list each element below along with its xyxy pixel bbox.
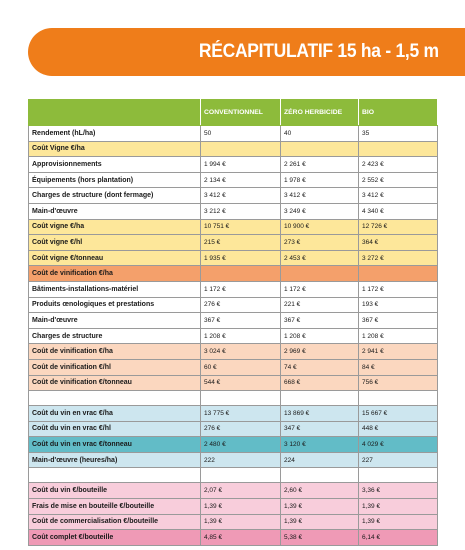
value-zero-herbicide: 221 € <box>281 297 359 313</box>
value-bio: 1,39 € <box>359 514 438 530</box>
table-row <box>29 375 438 391</box>
value-conventionnel <box>201 141 281 157</box>
row-label: Équipements (hors plantation) <box>29 172 201 188</box>
value-bio: 35 <box>359 126 438 142</box>
row-label: Coût de vinification €/hl <box>29 359 201 375</box>
value-bio: 2 423 € <box>359 157 438 173</box>
table-row <box>29 437 438 453</box>
row-label: Rendement (hL/ha) <box>29 126 201 142</box>
value-zero-herbicide <box>281 468 359 483</box>
table-row <box>29 157 438 173</box>
table-row <box>29 188 438 204</box>
row-label: Coût du vin en vrac €/ha <box>29 406 201 422</box>
table-row <box>29 514 438 530</box>
value-conventionnel: 3 212 € <box>201 203 281 219</box>
table-row <box>29 250 438 266</box>
value-zero-herbicide: 1,39 € <box>281 499 359 515</box>
value-bio: 2 941 € <box>359 344 438 360</box>
value-conventionnel: 60 € <box>201 359 281 375</box>
row-label: Coût Vigne €/ha <box>29 141 201 157</box>
value-zero-herbicide: 347 € <box>281 421 359 437</box>
value-conventionnel: 1,39 € <box>201 514 281 530</box>
value-conventionnel: 2 134 € <box>201 172 281 188</box>
row-label <box>29 391 201 406</box>
table-row <box>29 297 438 313</box>
value-conventionnel: 2,07 € <box>201 483 281 499</box>
value-conventionnel: 13 775 € <box>201 406 281 422</box>
table-row <box>29 483 438 499</box>
table-row <box>29 499 438 515</box>
table-row <box>29 328 438 344</box>
value-zero-herbicide: 1 978 € <box>281 172 359 188</box>
row-label: Coût de vinification €/ha <box>29 266 201 282</box>
value-zero-herbicide: 668 € <box>281 375 359 391</box>
table-row <box>29 421 438 437</box>
value-bio: 367 € <box>359 313 438 329</box>
value-bio: 2 552 € <box>359 172 438 188</box>
value-conventionnel: 2 480 € <box>201 437 281 453</box>
value-conventionnel: 222 <box>201 452 281 468</box>
row-label: Frais de mise en bouteille €/bouteille <box>29 499 201 515</box>
value-zero-herbicide: 2,60 € <box>281 483 359 499</box>
value-conventionnel: 50 <box>201 126 281 142</box>
value-bio <box>359 266 438 282</box>
table-row <box>29 359 438 375</box>
value-conventionnel <box>201 266 281 282</box>
value-zero-herbicide: 10 900 € <box>281 219 359 235</box>
value-conventionnel: 544 € <box>201 375 281 391</box>
value-conventionnel: 276 € <box>201 421 281 437</box>
value-zero-herbicide: 224 <box>281 452 359 468</box>
row-label: Coût de vinification €/tonneau <box>29 375 201 391</box>
column-header-zero-herbicide: ZÉRO HERBICIDE <box>281 100 359 126</box>
row-label: Charges de structure (dont fermage) <box>29 188 201 204</box>
value-bio: 6,14 € <box>359 530 438 546</box>
cost-summary-table <box>28 99 438 546</box>
table-row <box>29 266 438 282</box>
row-label: Coût de commercialisation €/bouteille <box>29 514 201 530</box>
value-bio: 4 340 € <box>359 203 438 219</box>
value-conventionnel: 1 935 € <box>201 250 281 266</box>
column-header-conventionnel: CONVENTIONNEL <box>201 100 281 126</box>
row-label: Coût du vin en vrac €/tonneau <box>29 437 201 453</box>
value-bio <box>359 391 438 406</box>
value-conventionnel: 1,39 € <box>201 499 281 515</box>
value-zero-herbicide: 3 249 € <box>281 203 359 219</box>
value-conventionnel: 3 024 € <box>201 344 281 360</box>
value-bio <box>359 468 438 483</box>
table-row <box>29 235 438 251</box>
value-zero-herbicide <box>281 391 359 406</box>
value-bio: 1 172 € <box>359 281 438 297</box>
column-header-bio: BIO <box>359 100 438 126</box>
row-label: Coût vigne €/tonneau <box>29 250 201 266</box>
value-zero-herbicide: 1 208 € <box>281 328 359 344</box>
table-row <box>29 203 438 219</box>
value-zero-herbicide: 13 869 € <box>281 406 359 422</box>
value-zero-herbicide: 2 261 € <box>281 157 359 173</box>
table-row <box>29 313 438 329</box>
value-bio: 193 € <box>359 297 438 313</box>
row-label: Produits œnologiques et prestations <box>29 297 201 313</box>
value-zero-herbicide: 367 € <box>281 313 359 329</box>
row-label: Coût du vin €/bouteille <box>29 483 201 499</box>
page-title: RÉCAPITULATIF 15 ha - 1,5 m <box>199 41 439 62</box>
value-zero-herbicide: 2 969 € <box>281 344 359 360</box>
value-conventionnel: 1 994 € <box>201 157 281 173</box>
value-zero-herbicide <box>281 141 359 157</box>
table-row <box>29 344 438 360</box>
value-bio: 1 208 € <box>359 328 438 344</box>
value-bio: 1,39 € <box>359 499 438 515</box>
table-row <box>29 219 438 235</box>
row-label: Main-d'œuvre <box>29 203 201 219</box>
row-label: Approvisionnements <box>29 157 201 173</box>
row-label: Coût vigne €/ha <box>29 219 201 235</box>
value-conventionnel: 276 € <box>201 297 281 313</box>
value-zero-herbicide: 3 412 € <box>281 188 359 204</box>
value-zero-herbicide: 40 <box>281 126 359 142</box>
table-row <box>29 126 438 142</box>
row-label: Coût du vin en vrac €/hl <box>29 421 201 437</box>
row-label: Coût complet €/bouteille <box>29 530 201 546</box>
value-zero-herbicide: 2 453 € <box>281 250 359 266</box>
value-conventionnel: 215 € <box>201 235 281 251</box>
value-bio: 15 667 € <box>359 406 438 422</box>
value-bio: 3,36 € <box>359 483 438 499</box>
table-row <box>29 281 438 297</box>
row-label: Bâtiments-installations-matériel <box>29 281 201 297</box>
value-bio <box>359 141 438 157</box>
value-bio: 364 € <box>359 235 438 251</box>
table-row <box>29 406 438 422</box>
value-bio: 12 726 € <box>359 219 438 235</box>
value-bio: 448 € <box>359 421 438 437</box>
value-zero-herbicide: 273 € <box>281 235 359 251</box>
row-label <box>29 468 201 483</box>
value-zero-herbicide: 74 € <box>281 359 359 375</box>
table-row <box>29 141 438 157</box>
table-row <box>29 452 438 468</box>
value-conventionnel: 1 172 € <box>201 281 281 297</box>
row-label: Coût vigne €/hl <box>29 235 201 251</box>
value-bio: 4 029 € <box>359 437 438 453</box>
column-header-label <box>29 100 201 126</box>
value-zero-herbicide: 1 172 € <box>281 281 359 297</box>
spacer-row <box>29 468 438 483</box>
value-zero-herbicide: 3 120 € <box>281 437 359 453</box>
value-bio: 227 <box>359 452 438 468</box>
row-label: Main-d'œuvre (heures/ha) <box>29 452 201 468</box>
row-label: Main-d'œuvre <box>29 313 201 329</box>
value-bio: 3 272 € <box>359 250 438 266</box>
table-row <box>29 530 438 546</box>
value-zero-herbicide <box>281 266 359 282</box>
value-bio: 84 € <box>359 359 438 375</box>
value-conventionnel: 3 412 € <box>201 188 281 204</box>
value-conventionnel: 10 751 € <box>201 219 281 235</box>
value-conventionnel <box>201 468 281 483</box>
row-label: Charges de structure <box>29 328 201 344</box>
value-bio: 756 € <box>359 375 438 391</box>
table-row <box>29 172 438 188</box>
table-header-row <box>29 100 438 126</box>
value-conventionnel: 1 208 € <box>201 328 281 344</box>
row-label: Coût de vinification €/ha <box>29 344 201 360</box>
value-zero-herbicide: 1,39 € <box>281 514 359 530</box>
value-conventionnel: 367 € <box>201 313 281 329</box>
title-banner <box>28 28 465 76</box>
table-body <box>29 126 438 546</box>
spacer-row <box>29 391 438 406</box>
value-conventionnel <box>201 391 281 406</box>
value-zero-herbicide: 5,38 € <box>281 530 359 546</box>
value-bio: 3 412 € <box>359 188 438 204</box>
value-conventionnel: 4,85 € <box>201 530 281 546</box>
